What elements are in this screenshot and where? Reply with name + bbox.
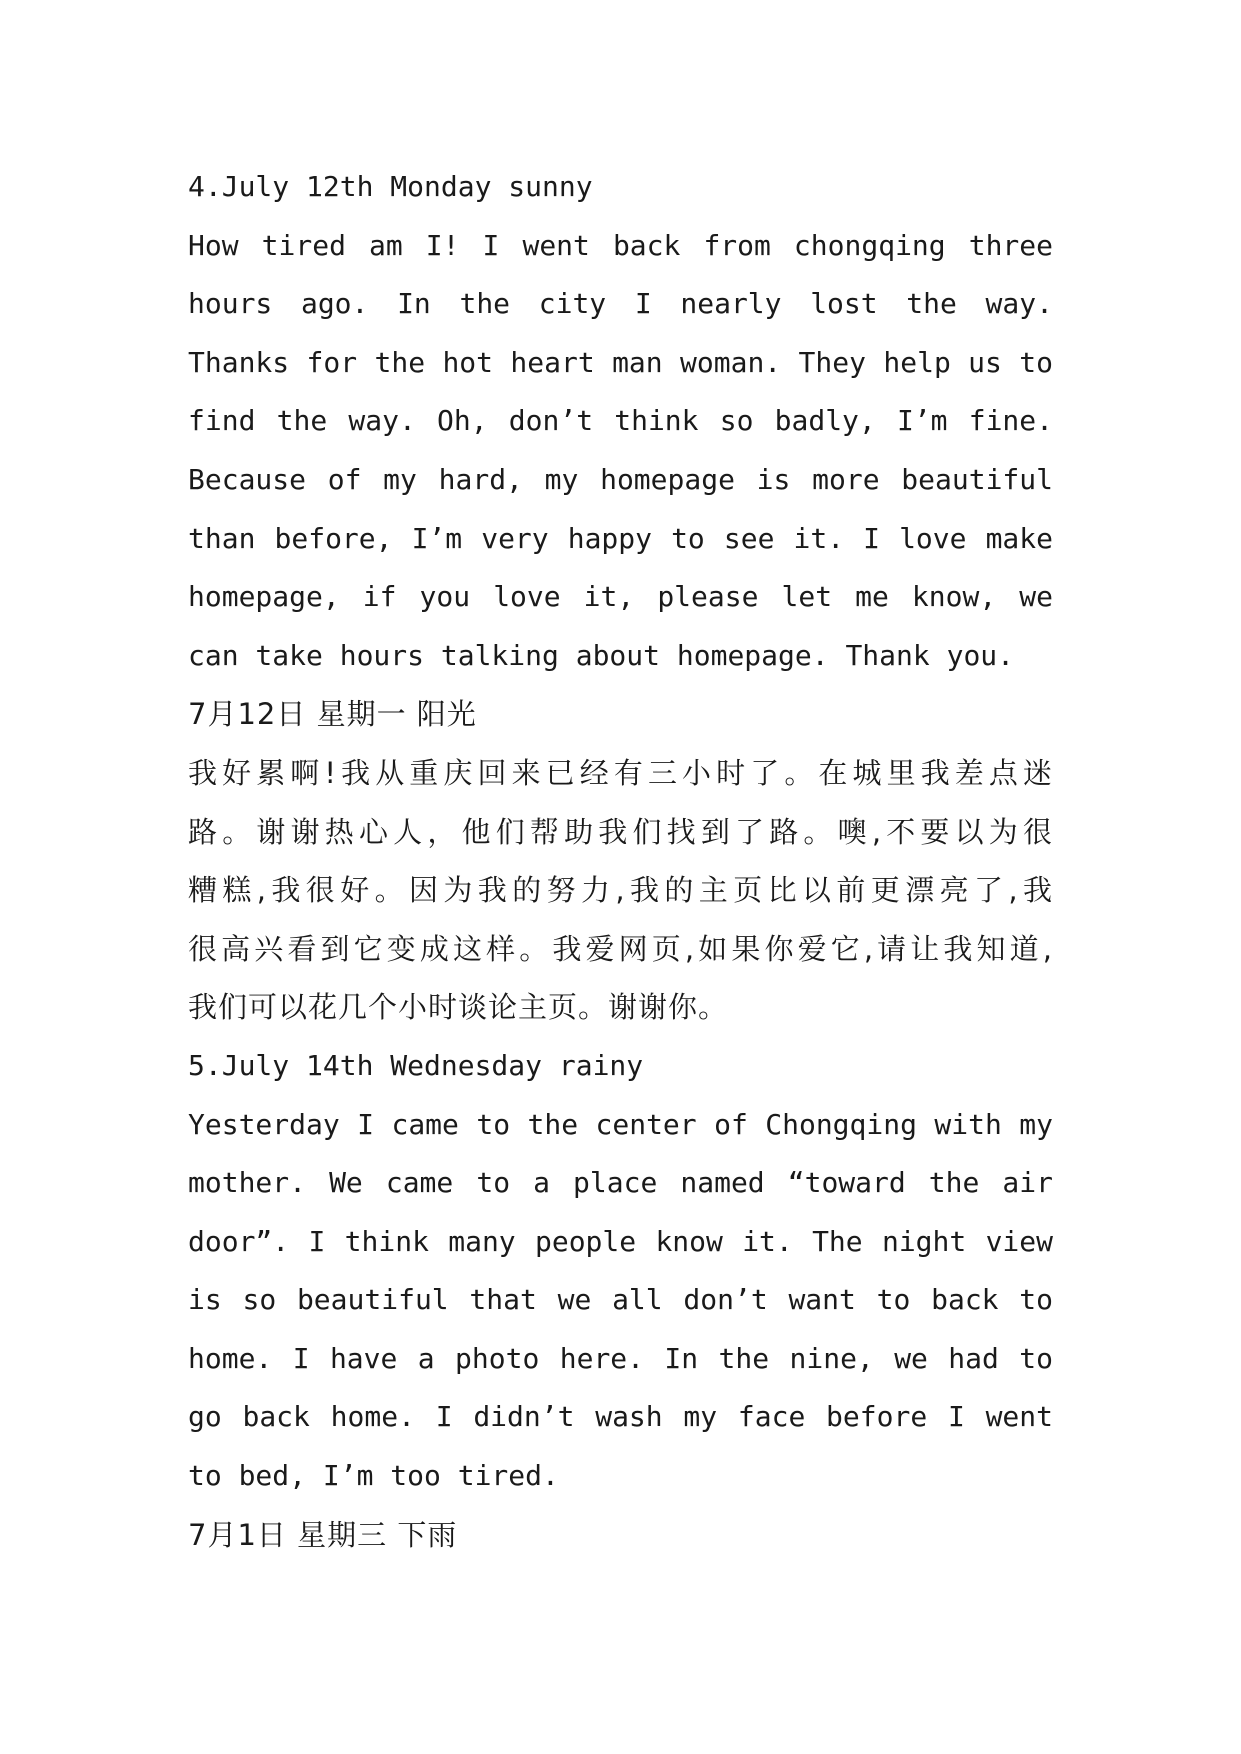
entry-heading: 4.July 12th Monday sunny <box>188 170 593 203</box>
chinese-text-line: 我好累啊!我从重庆回来已经有三小时了。在城里我差点迷 <box>188 755 1053 790</box>
entry-text-line: find the way. Oh, don’t think so badly, I’m fine. <box>188 404 1053 438</box>
chinese-heading: 7月12日 星期一 阳光 <box>188 697 477 732</box>
entry-text-line: door”. I think many people know it. The night view <box>188 1224 1053 1258</box>
entry-text-line: than before, I’m very happy to see it. I love make <box>188 521 1053 555</box>
entry-text-line: can take hours talking about homepage. Thank you. <box>188 638 1015 672</box>
entry-text-line: mother. We came to a place named “toward the air <box>188 1166 1053 1200</box>
entry-text-line: Because of my hard, my homepage is more beautiful <box>188 462 1053 496</box>
entry-text-line: to bed, I’m too tired. <box>188 1459 559 1493</box>
entry-text-line: hours ago. In the city I nearly lost the way. <box>188 287 1053 321</box>
chinese-heading: 7月1日 星期三 下雨 <box>188 1517 458 1552</box>
chinese-text-line: 我们可以花几个小时谈论主页。谢谢你。 <box>188 990 729 1025</box>
entry-text-line: is so beautiful that we all don’t want to back to <box>188 1283 1053 1317</box>
chinese-text-line: 糟糕,我很好。因为我的努力,我的主页比以前更漂亮了,我 <box>188 873 1053 908</box>
chinese-text-line: 很高兴看到它变成这样。我爱网页,如果你爱它,请让我知道, <box>188 931 1053 966</box>
entry-text-line: Yesterday I came to the center of Chongqing with my <box>188 1107 1053 1141</box>
document-page <box>188 158 1053 1564</box>
entry-text-line: How tired am I! I went back from chongqing three <box>188 228 1053 262</box>
entry-heading: 5.July 14th Wednesday rainy <box>188 1048 644 1082</box>
entry-text-line: homepage, if you love it, please let me know, we <box>188 580 1053 614</box>
entry-text-line: Thanks for the hot heart man woman. They help us to <box>188 345 1053 379</box>
entry-text-line: go back home. I didn’t wash my face before I went <box>188 1400 1053 1434</box>
chinese-text-line: 路。谢谢热心人，他们帮助我们找到了路。噢,不要以为很 <box>188 814 1053 849</box>
entry-text-line: home. I have a photo here. In the nine, we had to <box>188 1341 1053 1375</box>
